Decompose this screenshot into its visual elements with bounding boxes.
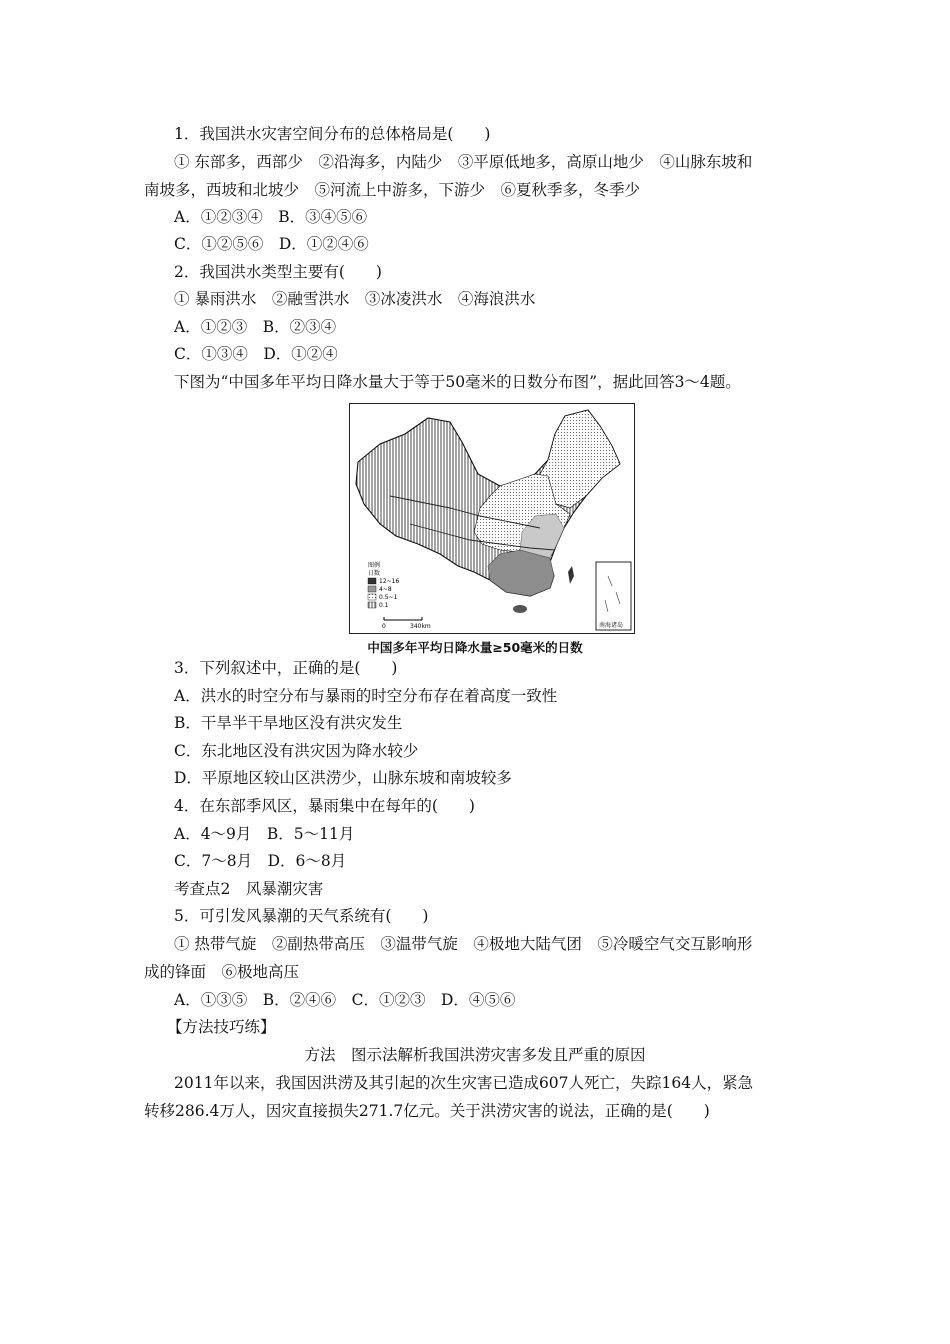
question-2-options: ① 暴雨洪水 ②融雪洪水 ③冰凌洪水 ④海浪洪水	[174, 290, 536, 308]
legend-title: 图例	[368, 562, 381, 569]
question-2: 2．我国洪水类型主要有( )	[174, 263, 382, 281]
question-5: 5．可引发风暴潮的天气系统有( )	[174, 907, 429, 925]
section-heading: 考查点2 风暴潮灾害	[174, 880, 324, 898]
method-header: 【方法技巧练】	[167, 1018, 276, 1036]
question-5-options: ① 热带气旋 ②副热带高压 ③温带气旋 ④极地大陆气团 ⑤冷暖空气交互影响形	[174, 935, 753, 953]
hainan-island	[513, 605, 527, 613]
method-title: 方法 图示法解析我国洪涝灾害多发且严重的原因	[304, 1046, 646, 1064]
legend-swatch-12-16	[368, 578, 376, 584]
scale-label: 340km	[410, 623, 431, 630]
question-3-option-d: D．平原地区较山区洪涝少，山脉东坡和南坡较多	[174, 769, 512, 787]
question-3-option-b: B．干旱半干旱地区没有洪灾发生	[174, 714, 403, 732]
inset-label: 南海诸岛	[599, 622, 624, 629]
question-1-options: ① 东部多，西部少 ②沿海多，内陆少 ③平原低地多，高原山地少 ④山脉东坡和	[174, 153, 753, 171]
scale-start: 0	[382, 623, 386, 630]
legend-label-0.5-1: 0.5~1	[379, 594, 398, 601]
figure-intro: 下图为“中国多年平均日降水量大于等于50毫米的日数分布图”，据此回答3～4题。	[174, 373, 741, 391]
legend-swatch-4-8	[368, 586, 376, 592]
question-4-choices-ab: A．4～9月 B．5～11月	[174, 825, 355, 843]
question-2-choices-cd: C．①③④ D．①②④	[174, 345, 338, 363]
legend-label-4-8: 4~8	[379, 586, 392, 593]
legend-swatch-0.5-1	[368, 594, 376, 600]
south-china-sea-inset	[596, 562, 631, 630]
legend-swatch-0.1	[368, 602, 376, 608]
question-3-option-a: A．洪水的时空分布与暴雨的时空分布存在着高度一致性	[174, 687, 558, 705]
question-1-choices-ab: A．①②③④ B．③④⑤⑥	[174, 208, 368, 226]
question-5-options-cont: 成的锋面 ⑥极地高压	[144, 963, 300, 981]
legend-unit: 日数	[368, 570, 381, 577]
question-3-option-c: C．东北地区没有洪灾因为降水较少	[174, 742, 419, 760]
question-2-choices-ab: A．①②③ B．②③④	[174, 318, 337, 336]
question-5-choices: A．①③⑤ B．②④⑥ C．①②③ D．④⑤⑥	[174, 991, 516, 1009]
taiwan-island	[568, 566, 574, 584]
precipitation-map	[349, 403, 635, 634]
question-4-choices-cd: C．7～8月 D．6～8月	[174, 852, 347, 870]
south-heavy-zone	[488, 550, 554, 596]
legend-label-12-16: 12~16	[379, 578, 400, 585]
question-1-choices-cd: C．①②⑤⑥ D．①②④⑥	[174, 235, 369, 253]
question-3: 3．下列叙述中，正确的是( )	[174, 659, 398, 677]
passage-line-2: 转移286.4万人，因灾直接损失271.7亿元。关于洪涝灾害的说法，正确的是( )	[144, 1102, 710, 1120]
map-caption: 中国多年平均日降水量≥50毫米的日数	[367, 640, 583, 655]
question-4: 4．在东部季风区，暴雨集中在每年的( )	[174, 797, 475, 815]
passage-line-1: 2011年以来，我国因洪涝及其引起的次生灾害已造成607人死亡，失踪164人，紧急	[174, 1074, 754, 1092]
question-1-options-cont: 南坡多，西坡和北坡少 ⑤河流上中游多，下游少 ⑥夏秋季多，冬季少	[144, 181, 641, 199]
legend-label-0.1: 0.1	[379, 602, 389, 609]
question-1: 1．我国洪水灾害空间分布的总体格局是( )	[174, 125, 491, 143]
